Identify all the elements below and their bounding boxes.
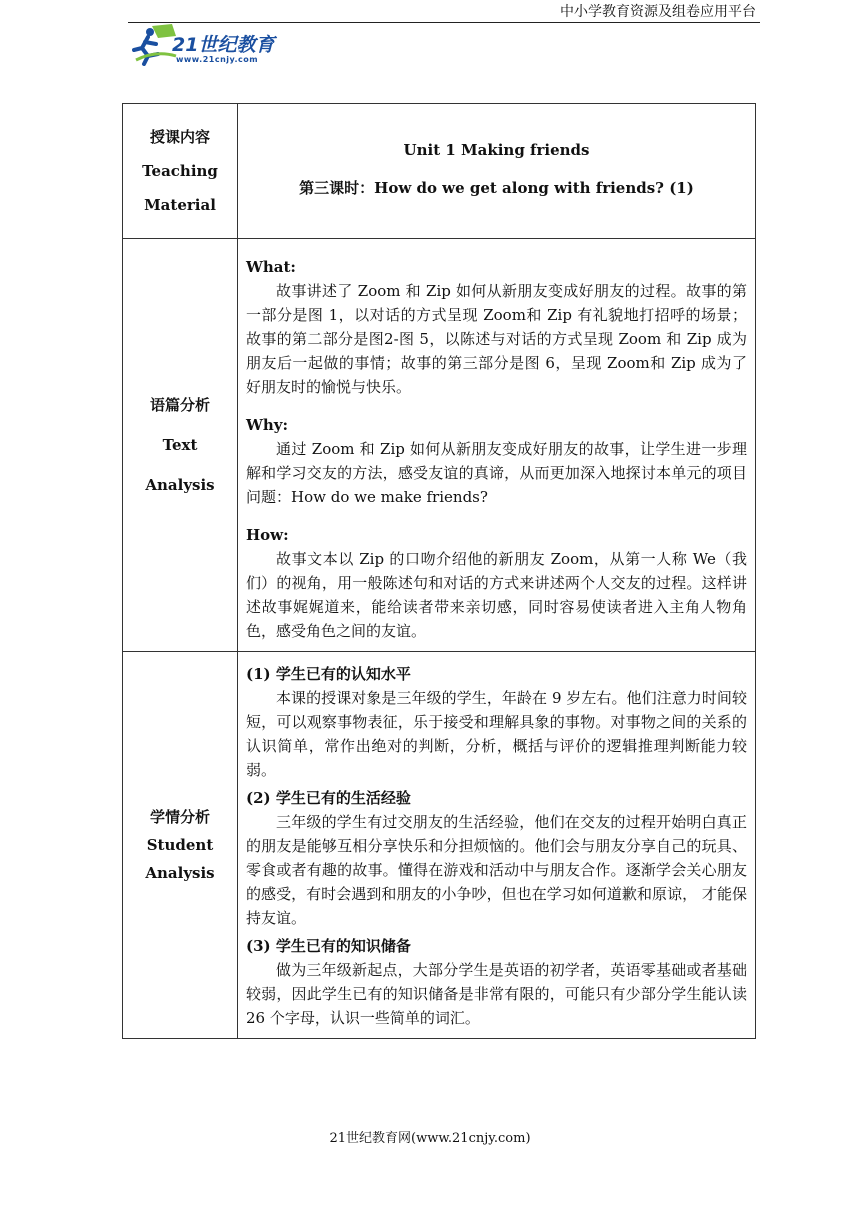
- label-en-2: Analysis: [145, 476, 215, 494]
- table-row-text-analysis: [123, 239, 756, 652]
- logo-text: 21世纪教育: [172, 34, 275, 56]
- label-en-1: Text: [162, 436, 198, 454]
- section-text: 故事讲述了 Zoom 和 Zip 如何从新朋友变成好朋友的过程。故事的第一部分是图 1，以对话的方式呈现 Zoom和 Zip 有礼貌地打招呼的场景；故事的第二部分是图2-图 5，以陈述与对话的方式呈现 Zoom 和 Zip 成为朋友后一起做的事情；故事的第三部分是图 6，呈现 Zoom和 Zip 成为了好朋友时的愉悦与快乐。: [246, 282, 747, 396]
- row-content: [238, 652, 756, 1039]
- table-row-student-analysis: [123, 652, 756, 1039]
- platform-name: 中小学教育资源及组卷应用平台: [560, 4, 756, 20]
- row-content: [238, 104, 756, 239]
- section-text: 做为三年级新起点，大部分学生是英语的初学者，英语零基础或者基础较弱，因此学生已有的知识储备是非常有限的，可能只有少部分学生能认读 26 个字母，认识一些简单的词汇。: [246, 961, 747, 1027]
- section-heading: Why:: [246, 416, 289, 434]
- lesson-table: [122, 103, 756, 1039]
- section-text: 故事文本以 Zip 的口吻介绍他的新朋友 Zoom，从第一人称 We（我们）的视角，用一般陈述句和对话的方式来讲述两个人交友的过程。这样讲述故事娓娓道来，能给读者带来亲切感，同时容易使读者进入主角人物角色，感受角色之间的友谊。: [246, 550, 747, 640]
- label-en-1: Student: [146, 836, 214, 854]
- lesson-subtitle: 第三课时：How do we get along with friends? (1): [299, 179, 694, 197]
- unit-title: Unit 1 Making friends: [403, 141, 590, 159]
- label-cn: 语篇分析: [149, 396, 210, 414]
- logo-url: www.21cnjy.com: [176, 55, 259, 64]
- row-label: [123, 652, 238, 1039]
- section-heading: How:: [246, 526, 289, 544]
- section-heading: (1) 学生已有的认知水平: [246, 665, 411, 683]
- section-heading: (3) 学生已有的知识储备: [246, 937, 411, 955]
- label-en-2: Material: [144, 196, 216, 214]
- section-text: 本课的授课对象是三年级的学生，年龄在 9 岁左右。他们注意力时间较短，可以观察事物表征，乐于接受和理解具象的事物。对事物之间的关系的认识简单，常作出绝对的判断，分析，概括与评价的逻辑推理判断能力较弱。: [246, 689, 747, 779]
- label-en-2: Analysis: [145, 864, 215, 882]
- label-cn: 授课内容: [149, 128, 210, 146]
- table-row-teaching-material: [123, 104, 756, 239]
- section-heading: (2) 学生已有的生活经验: [246, 789, 411, 807]
- page-footer: 21世纪教育网(www.21cnjy.com): [329, 1131, 531, 1146]
- label-en-1: Teaching: [142, 162, 218, 180]
- row-label: [123, 239, 238, 652]
- label-cn: 学情分析: [149, 808, 210, 826]
- section-text: 三年级的学生有过交朋友的生活经验，他们在交友的过程开始明白真正的朋友是能够互相分享快乐和分担烦恼的。他们会与朋友分享自己的玩具、零食或者有趣的故事。懂得在游戏和活动中与朋友合作。逐渐学会关心朋友的感受，有时会遇到和朋友的小争吵，但也在学习如何道歉和原谅， 才能保持友谊。: [246, 813, 747, 927]
- row-label: [123, 104, 238, 239]
- row-content: [238, 239, 756, 652]
- section-text: 通过 Zoom 和 Zip 如何从新朋友变成好朋友的故事，让学生进一步理解和学习交友的方法，感受友谊的真谛，从而更加深入地探讨本单元的项目问题：How do we make friends?: [246, 440, 747, 506]
- section-heading: What:: [246, 258, 296, 276]
